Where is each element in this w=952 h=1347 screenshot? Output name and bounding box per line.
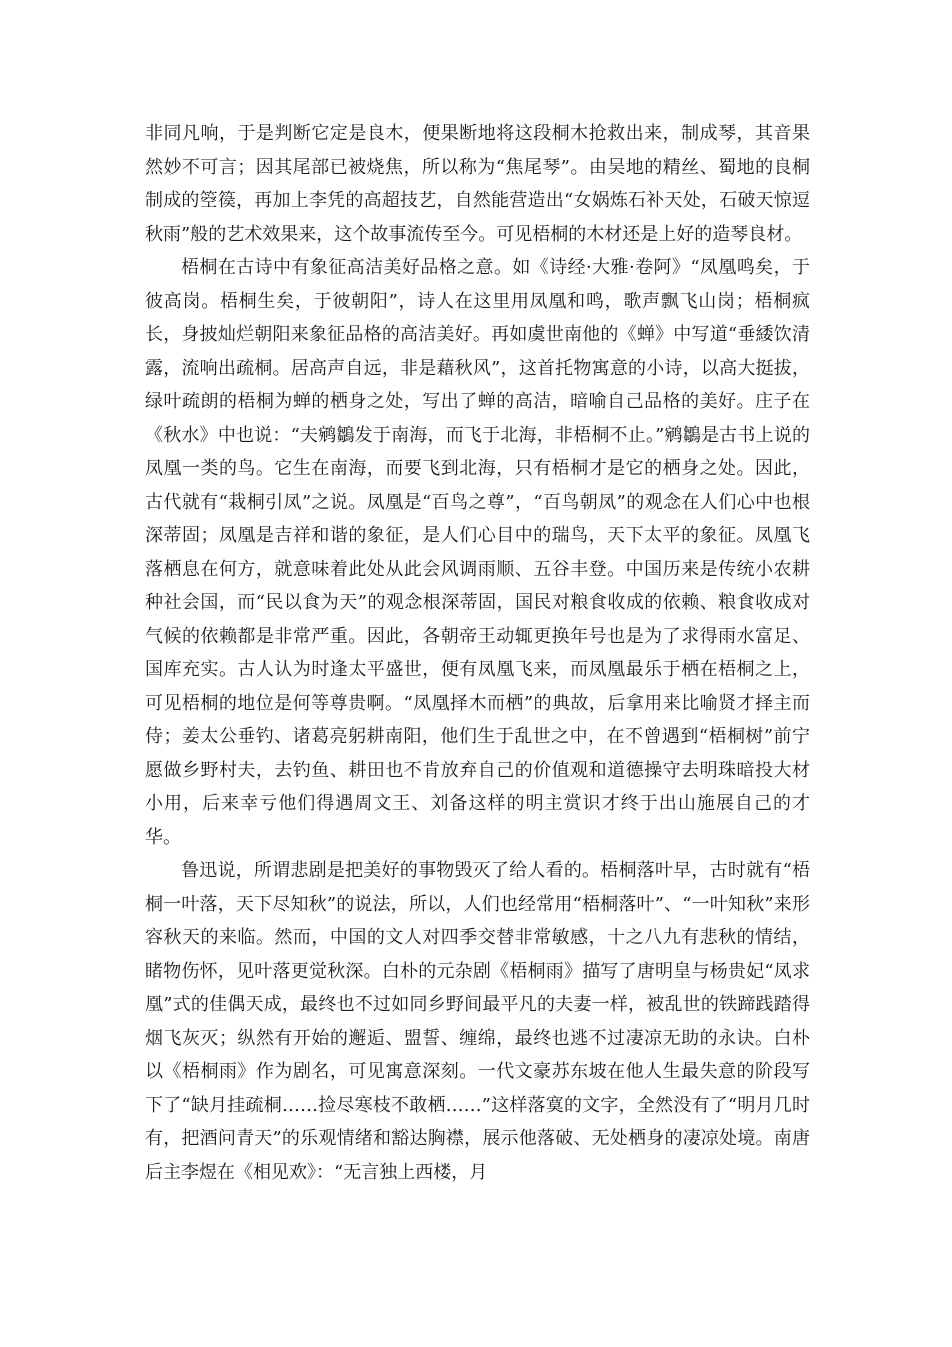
paragraph-3: 鲁迅说，所谓悲剧是把美好的事物毁灭了给人看的。梧桐落叶早，古时就有“梧桐一叶落，天下尽知秋”的说法，所以，人们也经常用“梧桐落叶”、“一叶知秋”来形容秋天的来临。然而，中国的文人对四季交替非常敏感，十之八九有悲秋的情结，睹物伤怀，见叶落更觉秋深。白朴的元杂剧《梧桐雨》描写了唐明皇与杨贵妃“凤求凰”式的佳偶天成，最终也不过如同乡野间最平凡的夫妻一样，被乱世的铁蹄践踏得烟飞灰灭；纵然有开始的邂逅、盟誓、缠绵，最终也逃不过凄凉无助的永诀。白朴以《梧桐雨》作为剧名，可见寓意深刻。一代文豪苏东坡在他人生最失意的阶段写下了“缺月挂疏桐……捡尽寒枝不敢栖……”这样落寞的文字，全然没有了“明月几时有，把酒问青天”的乐观情绪和豁达胸襟，展示他落破、无处栖身的凄凉处境。南唐后主李煜在《相见欢》：“无言独上西楼，月 [145, 860, 810, 1183]
article-body [145, 117, 810, 1189]
paragraph-1: 非同凡响，于是判断它定是良木，便果断地将这段桐木抢救出来，制成琴，其音果然妙不可言；因其尾部已被烧焦，所以称为“焦尾琴”。由吴地的精丝、蜀地的良桐制成的箜篌，再加上李凭的高超技艺，自然能营造出“女娲炼石补天处，石破天惊逗秋雨”般的艺术效果来，这个故事流传至今。可见梧桐的木材还是上好的造琴良材。 [145, 123, 810, 245]
paragraph-2: 梧桐在古诗中有象征高洁美好品格之意。如《诗经·大雅·卷阿》“凤凰鸣矣，于彼高岗。梧桐生矣，于彼朝阳”，诗人在这里用凤凰和鸣，歌声飘飞山岗；梧桐疯长，身披灿烂朝阳来象征品格的高洁美好。再如虞世南他的《蝉》中写道“垂緌饮清露，流响出疏桐。居高声自远，非是藉秋风”，这首托物寓意的小诗，以高大挺拔，绿叶疏朗的梧桐为蝉的栖身之处，写出了蝉的高洁，暗喻自己品格的美好。庄子在《秋水》中也说：“夫鹓鶵发于南海，而飞于北海，非梧桐不止。”鹓鶵是古书上说的凤凰一类的鸟。它生在南海，而要飞到北海，只有梧桐才是它的栖身之处。因此，古代就有“栽桐引凤”之说。凤凰是“百鸟之尊”，“百鸟朝凤”的观念在人们心中也根深蒂固；凤凰是吉祥和谐的象征，是人们心目中的瑞鸟，天下太平的象征。凤凰飞落栖息在何方，就意味着此处从此会风调雨顺、五谷丰登。中国历来是传统小农耕种社会国，而“民以食为天”的观念根深蒂固，国民对粮食收成的依赖、粮食收成对气候的依赖都是非常严重。因此，各朝帝王动辄更换年号也是为了求得雨水富足、国库充实。古人认为时逢太平盛世，便有凤凰飞来，而凤凰最乐于栖在梧桐之上，可见梧桐的地位是何等尊贵啊。“凤凰择木而栖”的典故，后拿用来比喻贤才择主而侍；姜太公垂钓、诸葛亮躬耕南阳，他们生于乱世之中，在不曾遇到“梧桐树”前宁愿做乡野村夫，去钓鱼、耕田也不肯放弃自己的价值观和道德操守去明珠暗投大材小用，后来幸亏他们得遇周文王、刘备这样的明主赏识才终于出山施展自己的才华。 [145, 257, 810, 848]
